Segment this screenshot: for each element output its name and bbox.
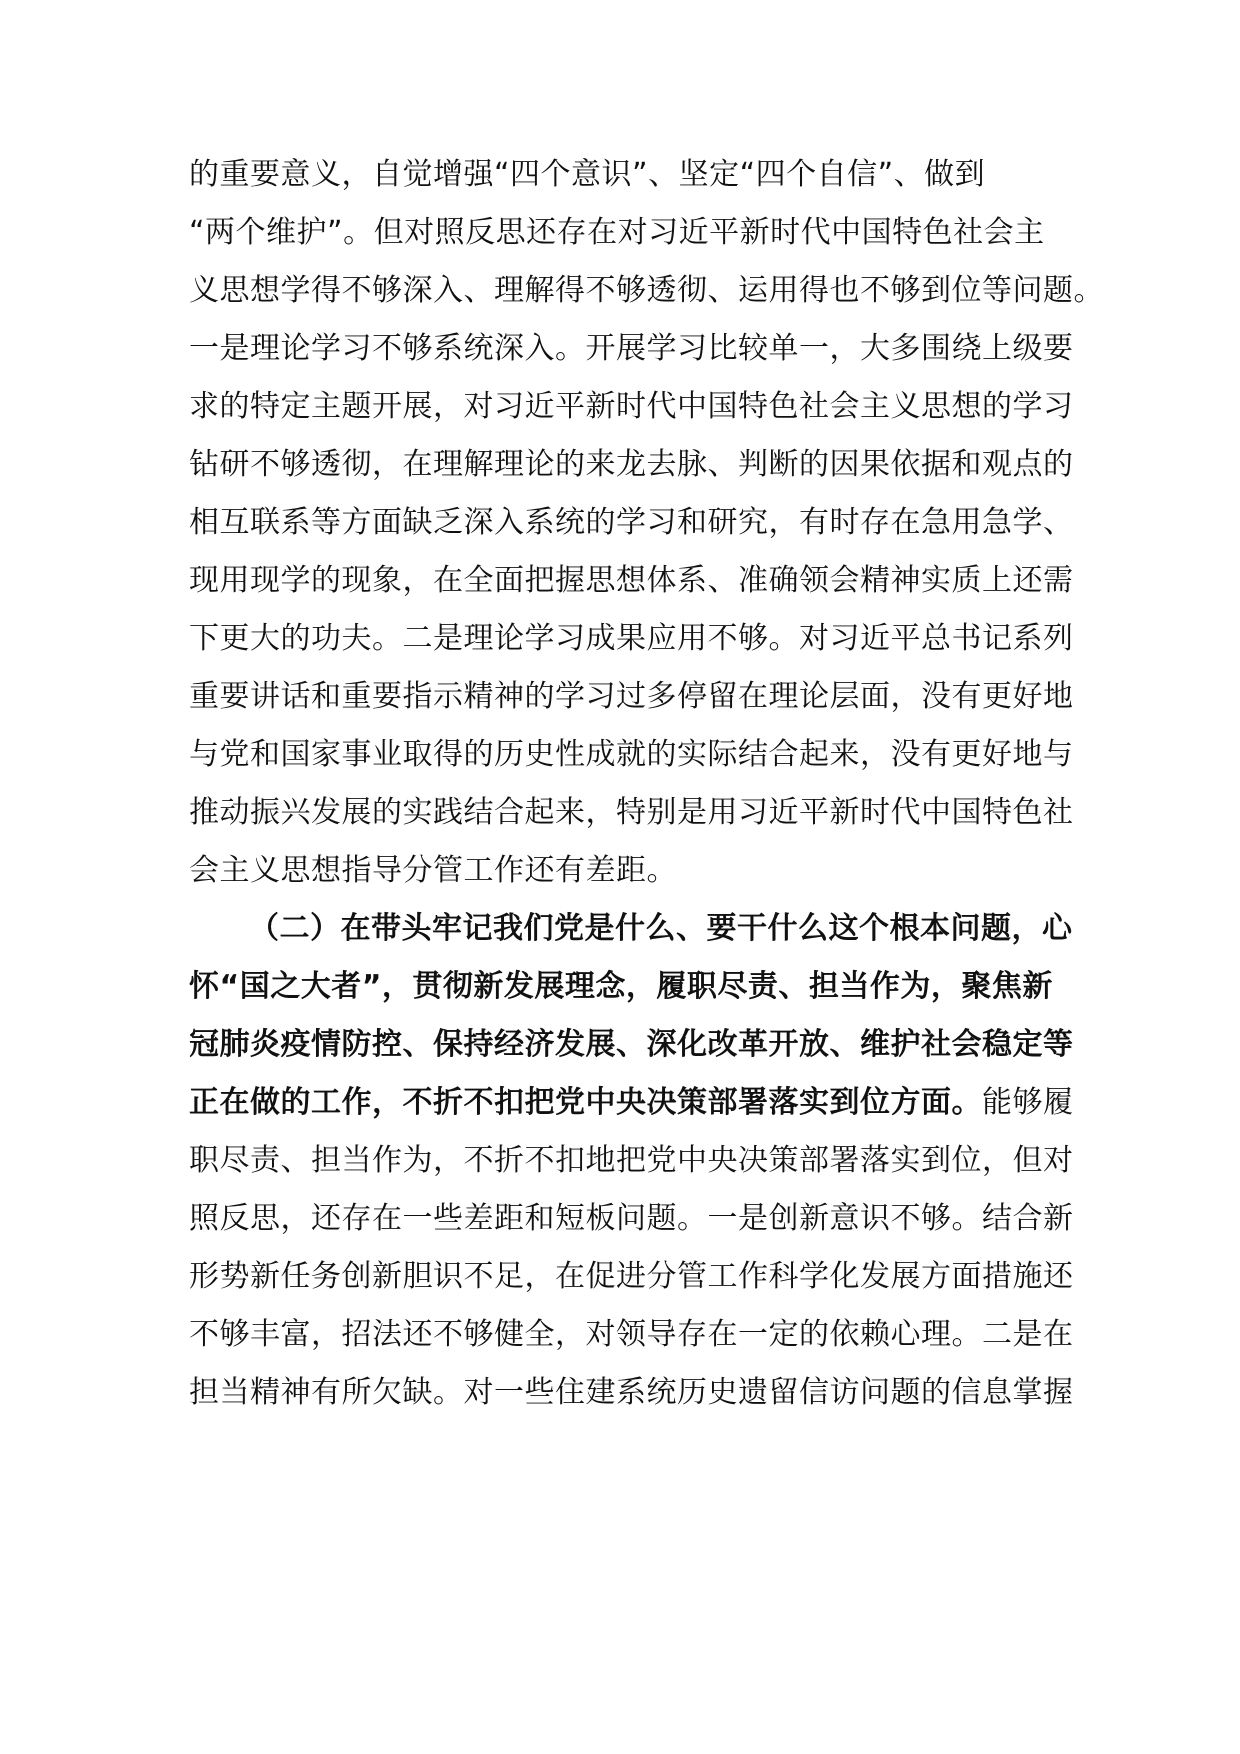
body-text-line: 一是理论学习不够系统深入。开展学习比较单一，大多围绕上级要 [189, 331, 1074, 366]
body-text-line: 与党和国家事业取得的历史性成就的实际结合起来，没有更好地与 [189, 737, 1074, 772]
body-text-line: 担当精神有所欠缺。对一些住建系统历史遗留信访问题的信息掌握 [189, 1375, 1074, 1410]
body-text-line: 照反思，还存在一些差距和短板问题。一是创新意识不够。结合新 [189, 1201, 1074, 1236]
body-text-line: 义思想学得不够深入、理解得不够透彻、运用得也不够到位等问题。 [189, 273, 1104, 308]
body-text-line: 推动振兴发展的实践结合起来，特别是用习近平新时代中国特色社 [189, 795, 1074, 830]
section-heading-line: 怀“国之大者”，贯彻新发展理念，履职尽责、担当作为，聚焦新 [189, 969, 1053, 1004]
body-text-segment: 能够履 [982, 1085, 1074, 1120]
body-text-line: 重要讲话和重要指示精神的学习过多停留在理论层面，没有更好地 [189, 679, 1074, 714]
body-text-line: 职尽责、担当作为，不折不扣地把党中央决策部署落实到位，但对 [189, 1143, 1074, 1178]
body-text-line: 的重要意义，自觉增强“四个意识”、坚定“四个自信”、做到 [189, 157, 986, 192]
body-text-line: 不够丰富，招法还不够健全，对领导存在一定的依赖心理。二是在 [189, 1317, 1074, 1352]
body-text-line: 钻研不够透彻，在理解理论的来龙去脉、判断的因果依据和观点的 [189, 447, 1074, 482]
mixed-text-line [189, 1071, 1074, 1135]
section-heading-tail: 正在做的工作，不折不扣把党中央决策部署落实到位方面。 [189, 1085, 982, 1120]
section-heading-line: （二）在带头牢记我们党是什么、要干什么这个根本问题，心 [249, 911, 1073, 946]
body-text-line: “两个维护”。但对照反思还存在对习近平新时代中国特色社会主 [189, 215, 1045, 250]
body-text-line: 现用现学的现象，在全面把握思想体系、准确领会精神实质上还需 [189, 563, 1074, 598]
body-text-line: 下更大的功夫。二是理论学习成果应用不够。对习近平总书记系列 [189, 621, 1074, 656]
body-text-line: 求的特定主题开展，对习近平新时代中国特色社会主义思想的学习 [189, 389, 1074, 424]
body-text-line: 形势新任务创新胆识不足，在促进分管工作科学化发展方面措施还 [189, 1259, 1074, 1294]
section-heading-line: 冠肺炎疫情防控、保持经济发展、深化改革开放、维护社会稳定等 [189, 1027, 1074, 1062]
body-text-line: 会主义思想指导分管工作还有差距。 [189, 853, 677, 888]
body-text-line: 相互联系等方面缺乏深入系统的学习和研究，有时存在急用急学、 [189, 505, 1074, 540]
